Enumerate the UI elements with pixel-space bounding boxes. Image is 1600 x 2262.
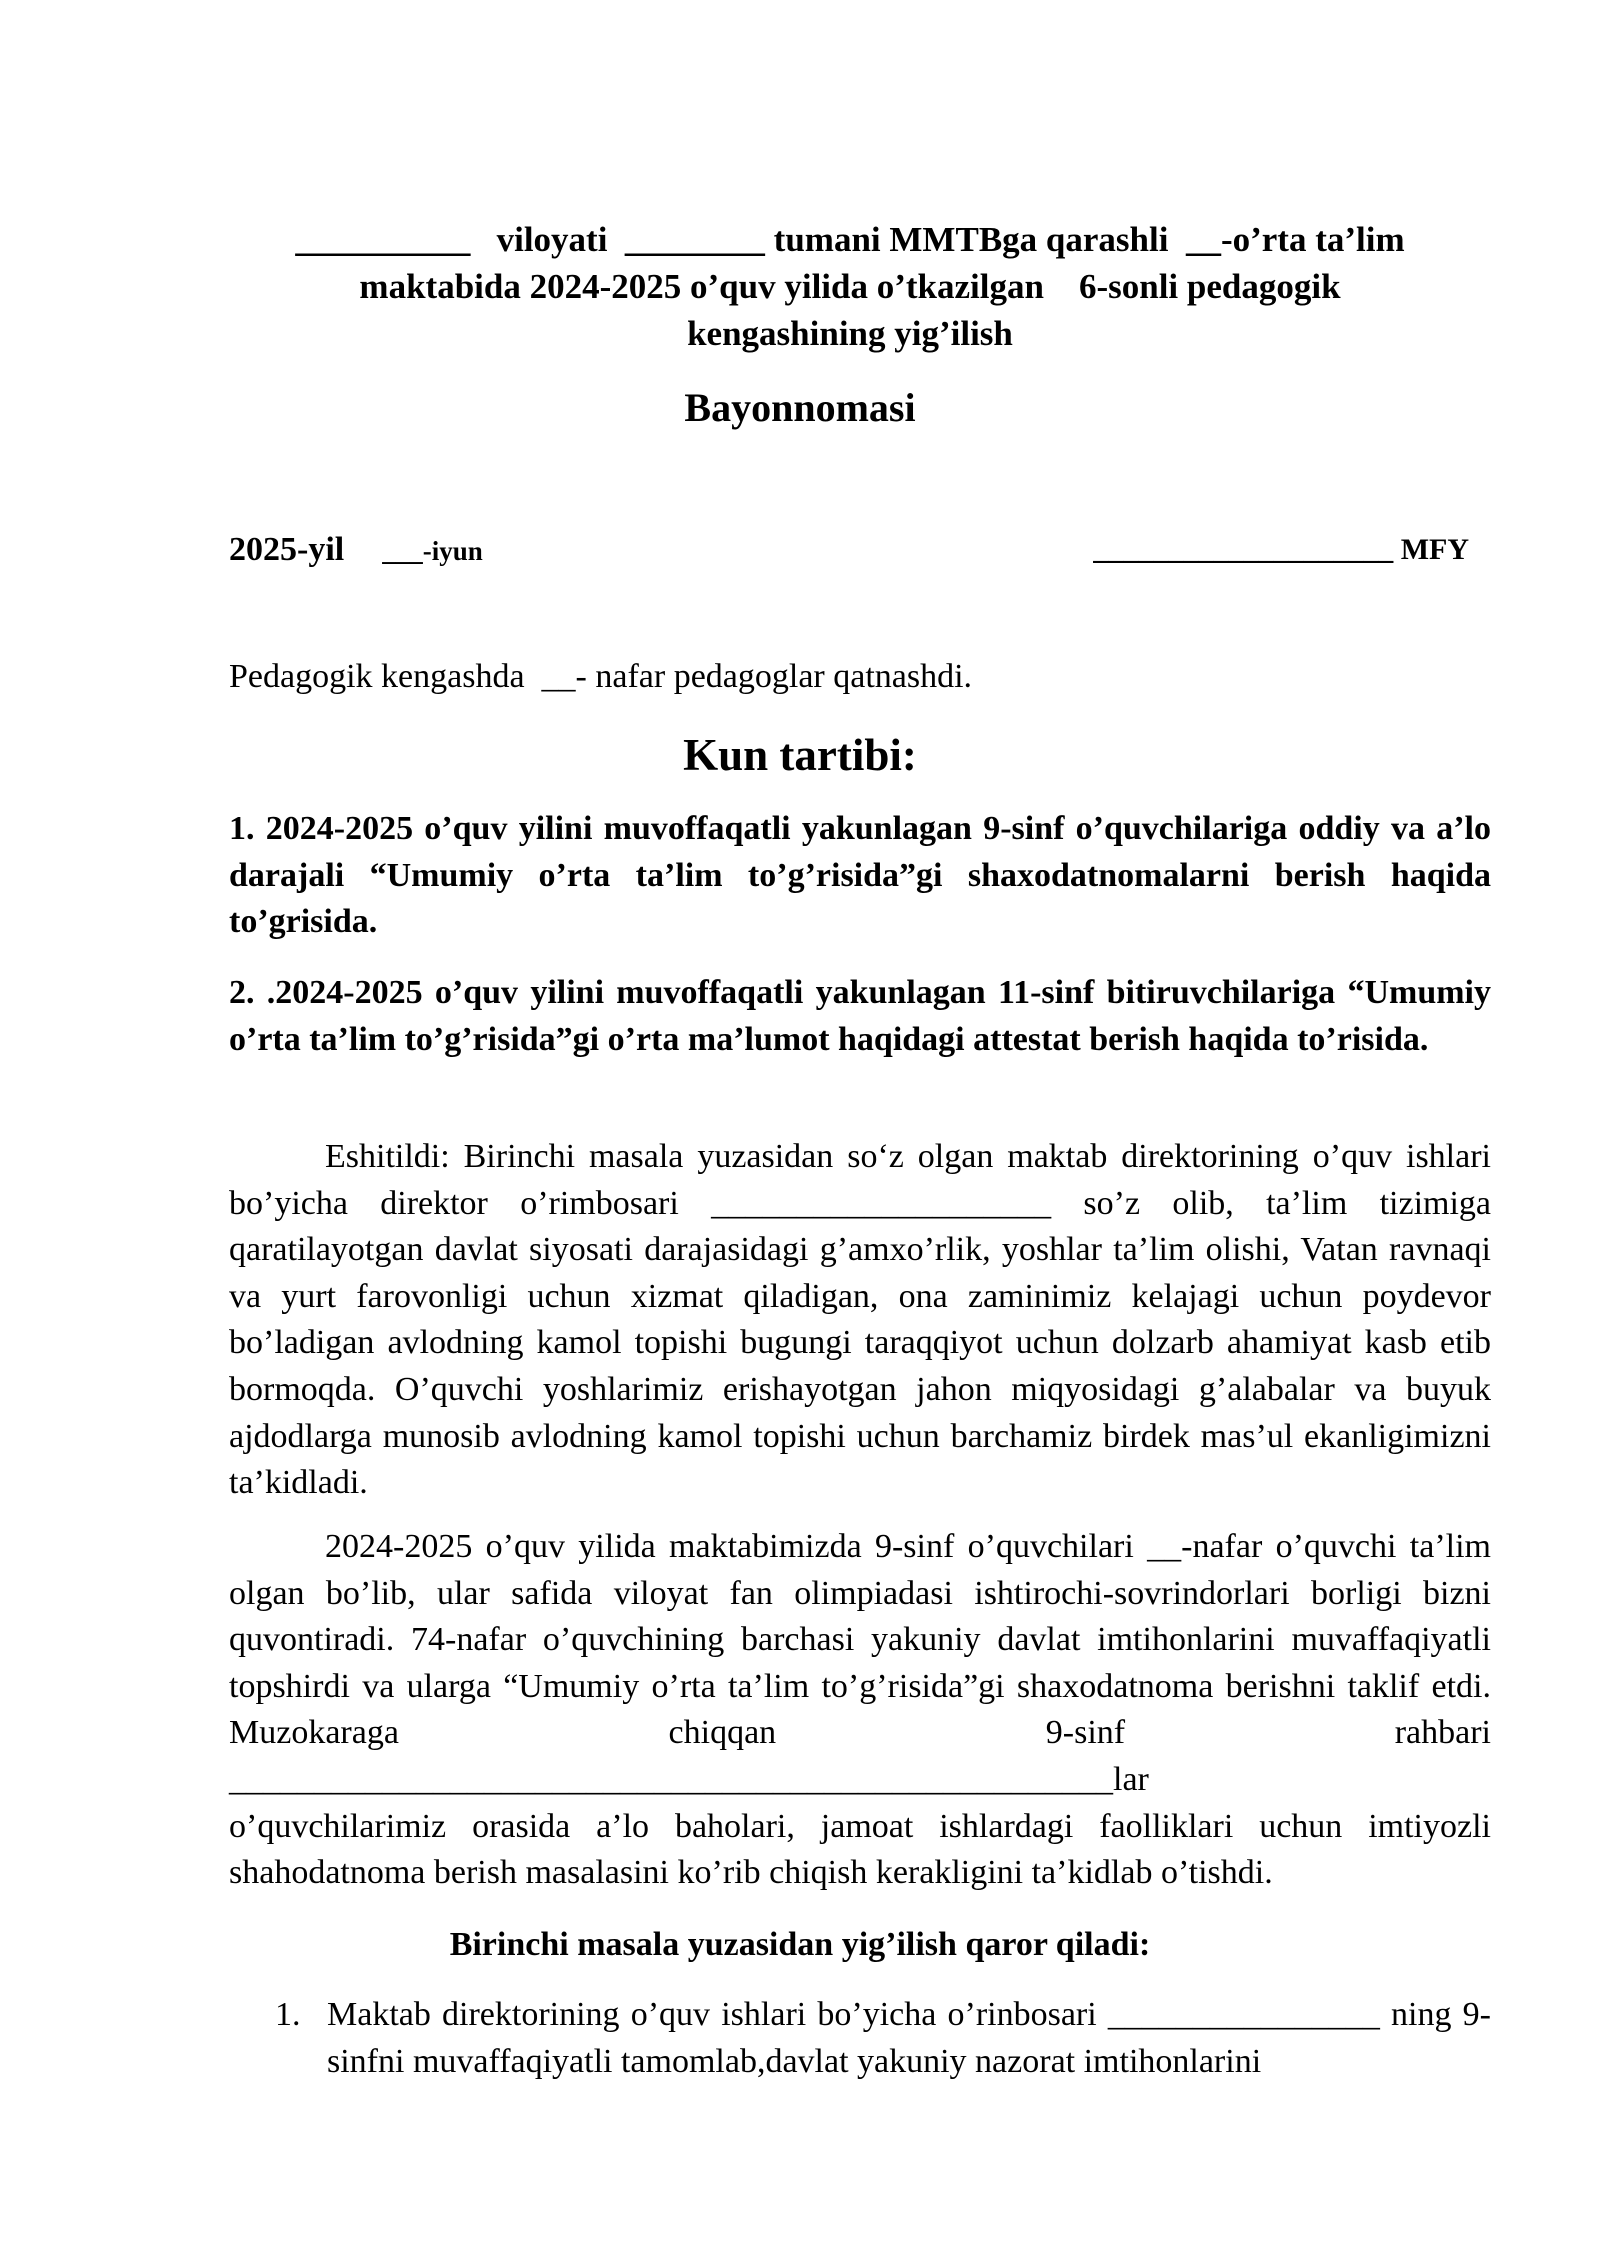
- date-year: 2025-yil: [229, 531, 345, 568]
- paragraph-grade9-text: 2024-2025 o’quv yilida maktabimizda 9-sinf o’quvchilari __-nafar o’quvchi ta’lim olgan bo’lib, ular safida viloyat fan olimpiadasi ishtirochi-sovrindorlari borligi bizni quvontiradi. 74-nafar o’quvchining barchasi yakuniy davlat imtihonlarini muvaffaqiyatli topshirdi va ularga “Umumiy o’rta ta’lim to’g’risida”gi shaxodatnoma berishni taklif etdi. Muzokaraga chiqqan 9-sinf rahbari: [229, 1528, 1491, 1752]
- decision-title: Birinchi masala yuzasidan yig’ilish qaror qiladi:: [449, 1926, 1151, 1963]
- agenda-item-1: 1. 2024-2025 o’quv yilini muvoffaqatli yakunlagan 9-sinf o’quvchilariga oddiy va a’lo darajali “Umumiy o’rta ta’lim to’g’risida”gi shaxodatnomalarni berish haqida to’grisida.: [229, 810, 1491, 940]
- header-line-3: kengashining yig’ilish: [687, 314, 1013, 353]
- decision-number: 1.: [275, 1996, 301, 2033]
- paragraph-heard-text: Eshitildi: Birinchi masala yuzasidan so‘z olgan maktab direktorining o’quv ishlari bo’yicha direktor o’rimbosari ____________________ so’z olib, ta’lim tizimiga qaratilayotgan davlat siyosati darajasidagi g’amxo’rlik, yoshlar ta’lim olishi, Vatan ravnaqi va yurt farovonligi uchun xizmat qiladigan, ona zaminimiz kelajagi uchun poydevor bo’ladigan avlodning kamol topishi bugungi taraqqiyot uchun dolzarb ahamiyat kasb etib bormoqda. O’quvchi yoshlarimiz erishayotgan jahon miqyosidagi g’alabalar va buyuk ajdodlarga munosib avlodning kamol topishi uchun barchamiz birdek mas’ul ekanligimizni ta’kidladi.: [229, 1138, 1491, 1502]
- paragraph-grade9: [229, 1524, 1491, 1897]
- document-title: Bayonnomasi: [684, 385, 916, 430]
- header-line-2: maktabida 2024-2025 o’quv yilida o’tkazilgan 6-sonli pedagogik: [359, 267, 1341, 306]
- header-line-1: __________ viloyati ________ tumani MMTBga qarashli __-o’rta ta’lim: [295, 220, 1405, 259]
- date-line: [229, 528, 1469, 578]
- paragraph-grade9-blank: ____________________________________________________lar: [229, 1760, 1149, 1798]
- decision-item-1: [229, 1992, 1491, 2085]
- document-header: [230, 216, 1470, 357]
- date-day: ___-iyun: [382, 536, 483, 566]
- place: ____________________ MFY: [1093, 533, 1469, 566]
- date: [229, 528, 483, 573]
- attendance-line: Pedagogik kengashda __- nafar pedagoglar qatnashdi.: [229, 658, 973, 695]
- paragraph-heard: [229, 1134, 1491, 1507]
- paragraph-grade9-tail: o’quvchilarimiz orasida a’lo baholari, jamoat ishlardagi faolliklari uchun imtiyozli shahodatnoma berish masalasini ko’rib chiqish kerakligini ta’kidlab o’tishdi.: [229, 1807, 1491, 1892]
- agenda-title: Kun tartibi:: [683, 730, 917, 780]
- agenda-item-2: 2. .2024-2025 o’quv yilini muvoffaqatli yakunlagan 11-sinf bitiruvchilariga “Umumiy o’rta ta’lim to’g’risida”gi o’rta ma’lumot haqidagi attestat berish haqida to’risida.: [229, 974, 1491, 1058]
- decision-text: Maktab direktorining o’quv ishlari bo’yicha o’rinbosari ________________ ning 9-sinfni muvaffaqiyatli tamomlab,davlat yakuniy nazorat imtihonlarini: [327, 1996, 1491, 2080]
